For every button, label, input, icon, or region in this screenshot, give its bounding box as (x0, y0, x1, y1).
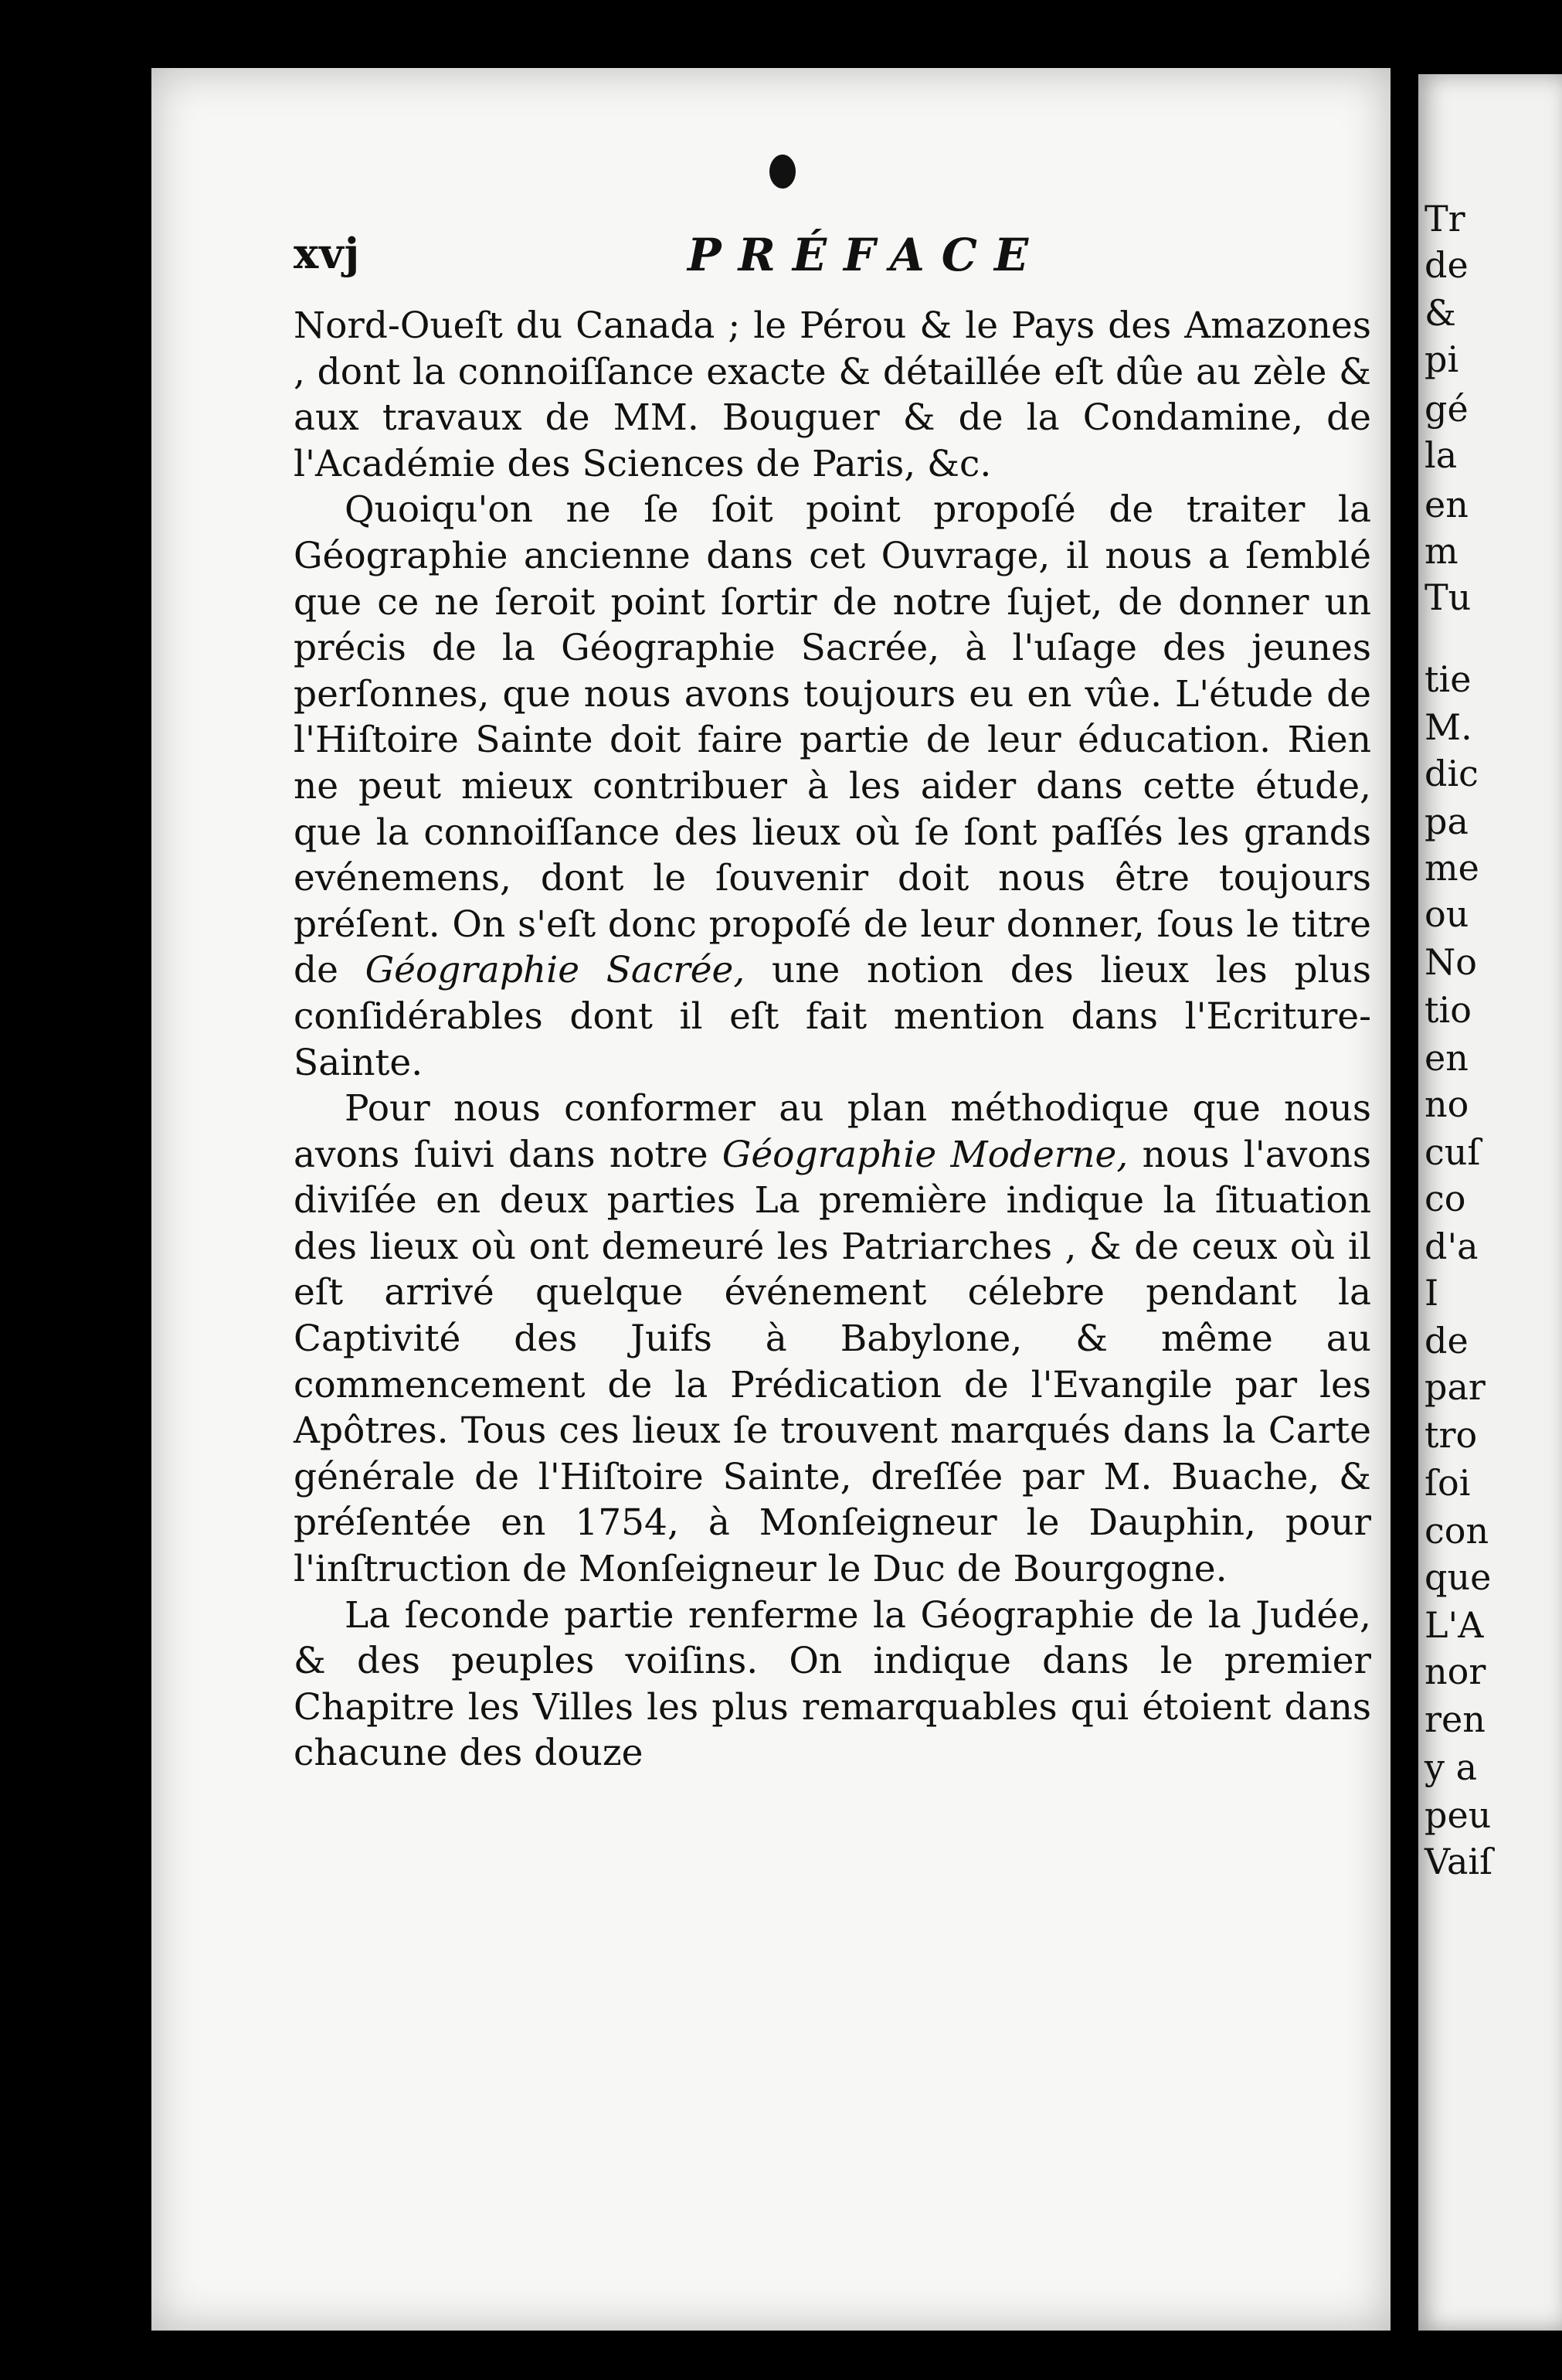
text-run: une notion des lieux les plus conſidérables dont il eſt fait mention dans l'Ecriture-Sainte. (294, 949, 1371, 1084)
facing-page-fragment: de (1424, 1320, 1469, 1362)
text-run: Nord-Oueſt du Canada ; le Pérou & le Pays des Amazones , dont la connoiſſance exacte & détaillée eſt dûe au zèle & aux travaux de MM. Bouguer & de la Condamine, de l'Académie des Sciences de Paris, &c. (294, 304, 1371, 485)
facing-page-fragment: me (1424, 847, 1479, 889)
facing-page-fragment: con (1424, 1510, 1489, 1552)
facing-page-fragment: ren (1424, 1698, 1486, 1740)
facing-page-fragment: ou (1424, 893, 1469, 935)
facing-page-fragment: tro (1424, 1414, 1478, 1456)
text-run: nous l'avons diviſée en deux parties La première indique la ſituation des lieux où ont demeuré les Patriarches , & de ceux où il eſt arrivé quelque événement célebre pendant la Captivité des Juifs à Babylone, & même au commencement de la Prédication de l'Evangile par les Apôtres. Tous ces lieux ſe trouvent marqués dans la Carte générale de l'Hiſtoire Sainte, dreſſée par M. Buache, & préſentée en 1754, à Monſeigneur le Dauphin, pour l'inſtruction de Monſeigneur le Duc de Bourgogne. (294, 1133, 1371, 1591)
paragraph (294, 1593, 1371, 1776)
italic-text: Géographie Moderne, (722, 1133, 1129, 1176)
body-text (294, 303, 1371, 1776)
facing-page-fragment: par (1424, 1366, 1486, 1408)
binding-hole (769, 155, 796, 189)
facing-page-fragment: d'a (1424, 1226, 1479, 1267)
facing-page-fragment: no (1424, 1083, 1469, 1125)
facing-page-fragment: Tu (1424, 576, 1472, 618)
facing-page-fragment: & (1424, 292, 1456, 334)
facing-page-fragment: dic (1424, 753, 1479, 794)
facing-page-fragment: L'A (1424, 1604, 1484, 1646)
facing-page-fragment: No (1424, 941, 1477, 983)
facing-page-fragment: en (1424, 484, 1469, 525)
facing-page-fragment: I (1424, 1272, 1439, 1314)
facing-page-fragment: que (1424, 1556, 1492, 1598)
facing-page-fragment: Tr (1424, 198, 1465, 240)
text-run: La ſeconde partie renferme la Géographie de la Judée, & des peuples voiſins. On indique dans le premier Chapitre les Villes les plus remarquables qui étoient dans chacune des douze (294, 1593, 1371, 1775)
running-title: PRÉFACE (688, 229, 1046, 281)
facing-page-fragment: tio (1424, 989, 1472, 1031)
facing-page-fragment: Vaiſ (1424, 1841, 1493, 1882)
facing-page-fragment: gé (1424, 388, 1469, 430)
text-run: Pour nous conformer au plan méthodique que nous avons ſuivi dans notre (294, 1087, 1371, 1176)
facing-page-fragment: nor (1424, 1651, 1486, 1692)
facing-page-fragment: cuſ (1424, 1131, 1481, 1173)
facing-page-fragment: m (1424, 530, 1458, 572)
facing-page-fragment: tie (1424, 658, 1472, 700)
facing-page-fragment: en (1424, 1037, 1469, 1079)
facing-page-fragment: y a (1424, 1746, 1478, 1788)
italic-text: Géographie Sacrée, (365, 949, 745, 992)
page-number: xvj (294, 229, 361, 278)
facing-page-fragment: pi (1424, 338, 1459, 380)
facing-page (1418, 74, 1562, 2331)
paragraph (294, 303, 1371, 487)
facing-page-fragment: de (1424, 244, 1469, 286)
facing-page-fragment: M. (1424, 706, 1472, 748)
facing-page-fragment: pa (1424, 801, 1469, 842)
facing-page-fragment: peu (1424, 1794, 1492, 1836)
facing-page-fragment: co (1424, 1178, 1466, 1219)
paragraph (294, 1086, 1371, 1593)
paragraph (294, 487, 1371, 1086)
facing-page-fragment: ſoi (1424, 1462, 1471, 1504)
facing-page-fragment: la (1424, 434, 1458, 476)
text-run: Quoiqu'on ne ſe ſoit point propoſé de traiter la Géographie ancienne dans cet Ouvrage, il nous a ſemblé que ce ne ſeroit point ſortir de notre ſujet, de donner un précis de la Géographie Sacrée, à l'uſage des jeunes perſonnes, que nous avons toujours eu en vûe. L'étude de l'Hiſtoire Sainte doit faire partie de leur éducation. Rien ne peut mieux contribuer à les aider dans cette étude, que la connoiſſance des lieux où ſe ſont paſſés les grands evénemens, dont le ſouvenir doit nous être toujours préſent. On s'eſt donc propoſé de leur donner, ſous le titre de (294, 488, 1371, 992)
page-header (294, 229, 1360, 291)
